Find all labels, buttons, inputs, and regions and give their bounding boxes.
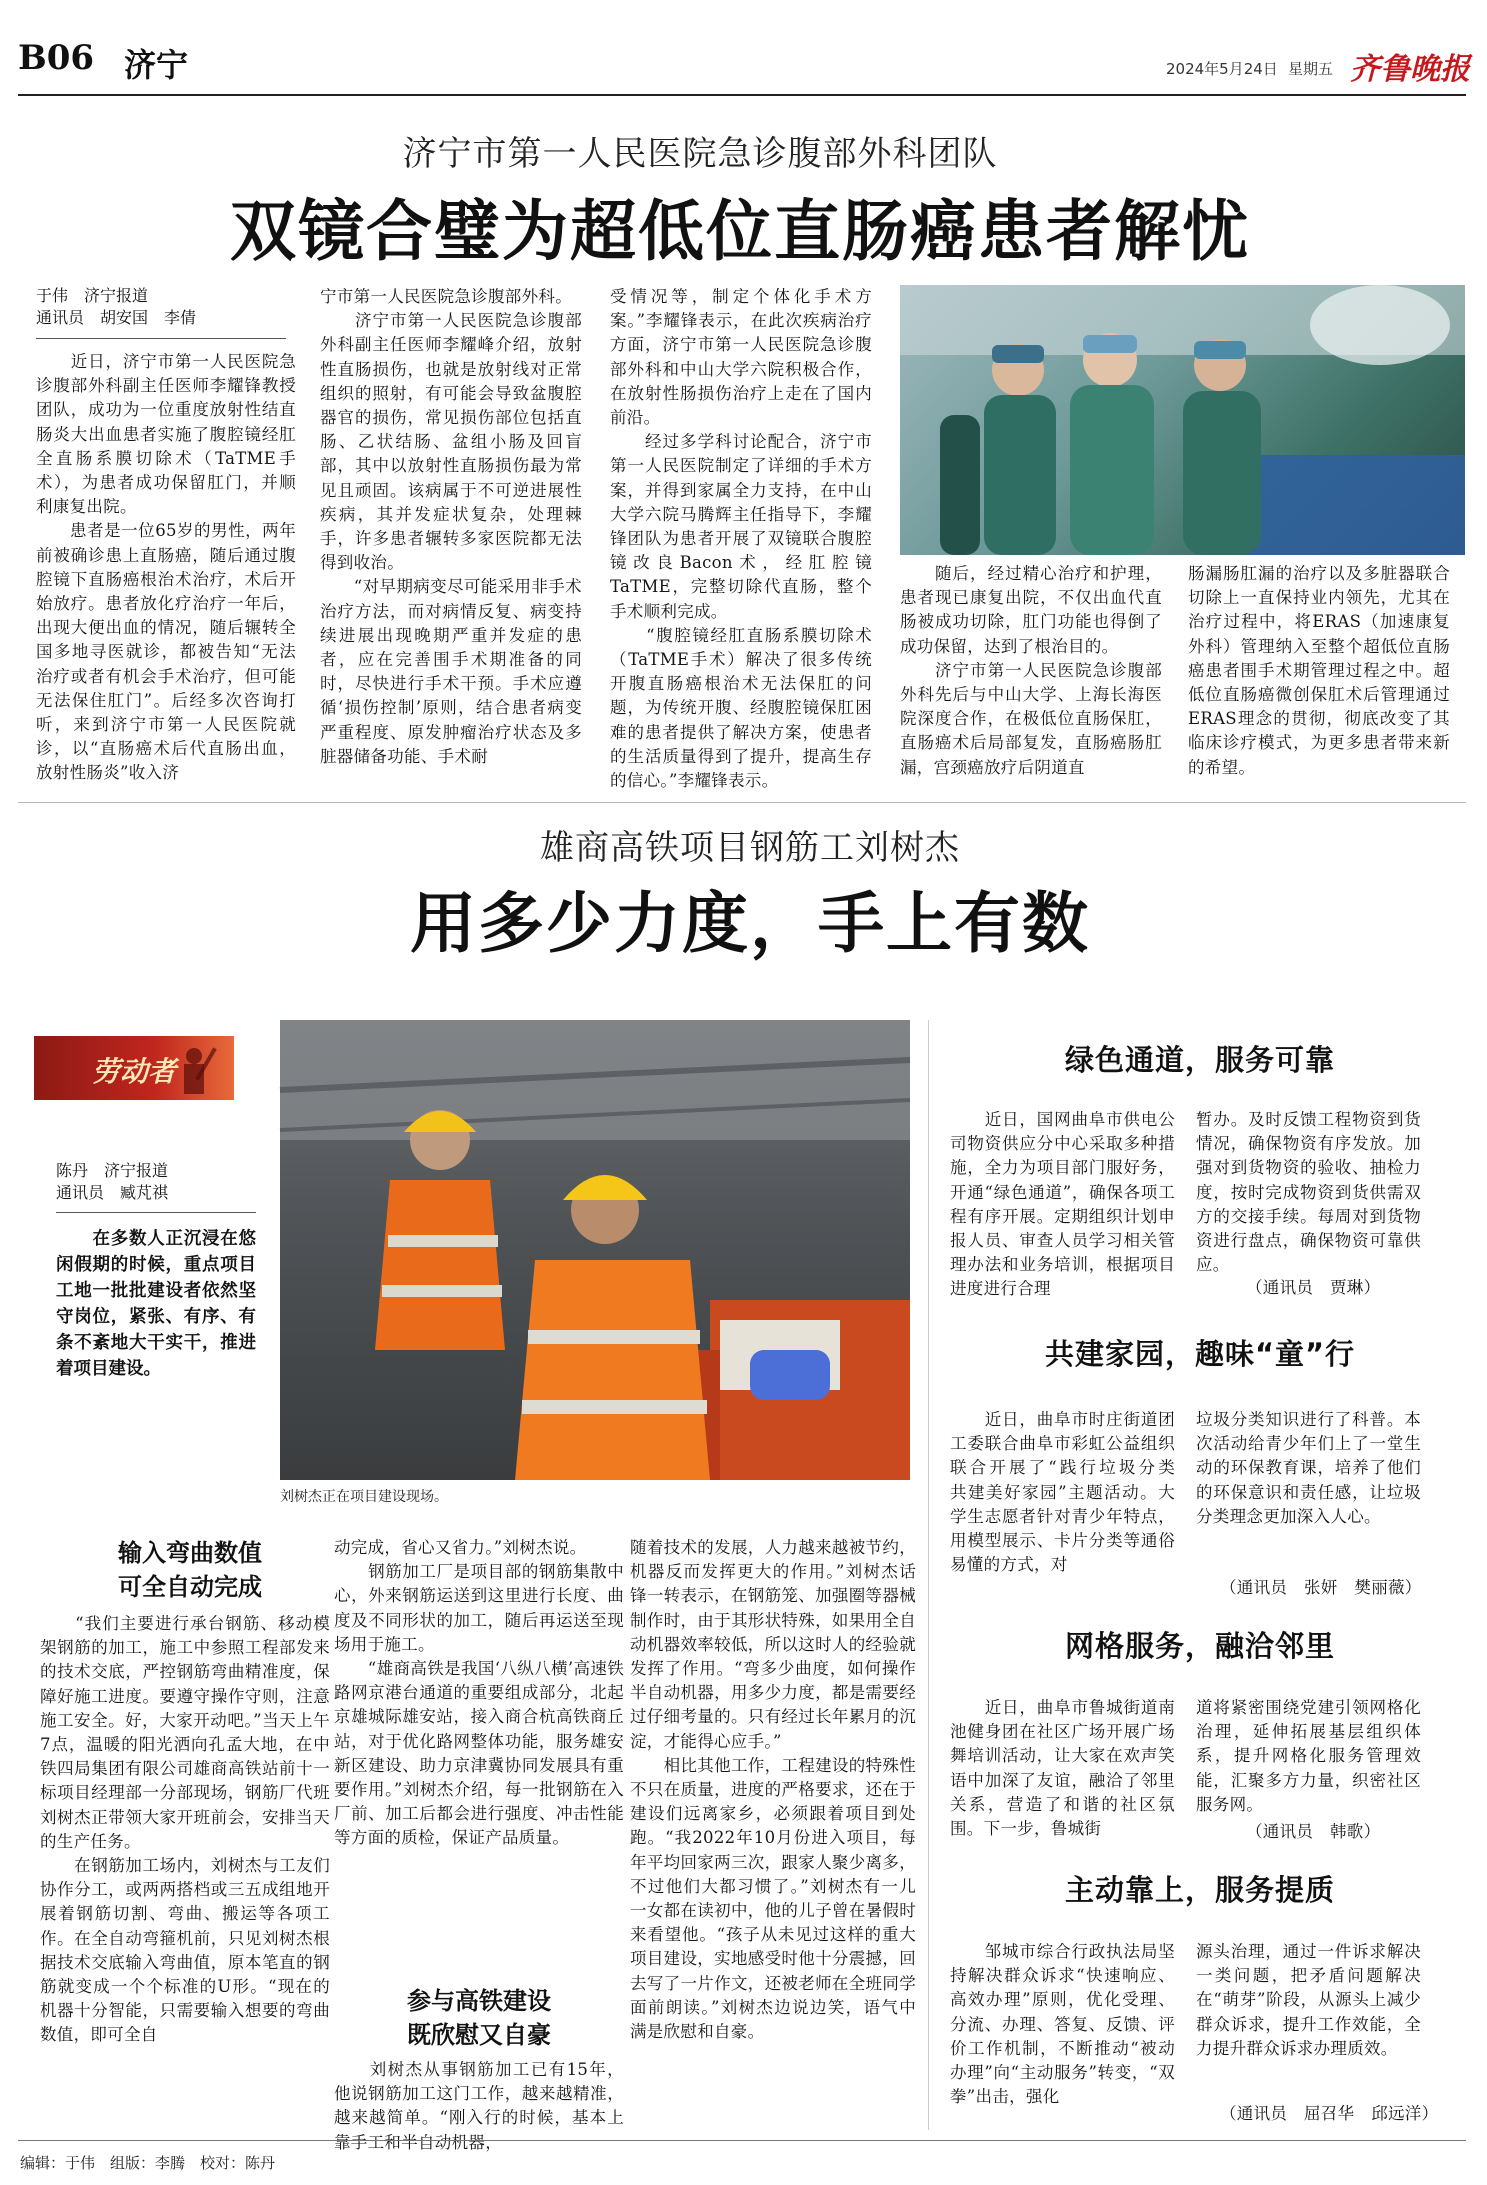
story1-kicker: 济宁市第一人民医院急诊腹部外科团队 [402,134,998,174]
story2-col2-top: 动完成，省心又省力。”刘树杰说。 钢筋加工厂是项目部的钢筋集散中心，外来钢筋运送到这里进行长度、曲度及不同形状的加工，随后再运送至现场用于施工。 “雄商高铁是我国‘八纵八横’高速铁路网京港台通道的重要组成部分，北起京雄城际雄安站，接入商合杭高铁商丘站，对于优化路网整体功能，服务雄安新区建设、助力京津冀协同发展具有重要作用。”刘树杰介绍，每一批钢筋在入厂前、加工后都会进行强度、冲击性能等方面的质检，保证产品质量。 [334,1538,624,1848]
brief-left: 邹城市综合行政执法局坚持解决群众诉求“快速响应、高效办理”原则，优化受理、分流、办理、答复、反馈、评价工作机制，不断推动“被动办理”向“主动服务”转变，“双拳”出击，强化 [950,1942,1175,2107]
story2-col1: “我们主要进行承台钢筋、移动模架钢筋的加工，施工中参照工程部发来的技术交底，严控钢筋弯曲精准度，保障好施工进度。要遵守操作守则，注意施工安全。好，大家开动吧。”当天上午7点，温暖的阳光洒向孔孟大地，在中铁四局集团有限公司雄商高铁站前十一标项目经理部一分部现场，钢筋厂代班刘树杰正带领大家开班前会，安排当天的生产任务。 在钢筋加工场内，刘树杰与工友们协作分工，或两两搭档或三五成组地开展着钢筋切割、弯曲、搬运等各项工作。在全自动弯箍机前，只见刘树杰根据技术交底输入弯曲值，原本笔直的钢筋就变成一个个标准的U形。“现在的机器十分智能，只需要输入想要的弯曲数值，即可全自 [40,1614,330,2045]
brief-right: 暂办。及时反馈工程物资到货情况，确保物资有序发放。加强对到货物资的验收、抽检力度，按时完成物资到货供需双方的交接手续。每周对到货物资进行盘点，确保物资可靠供应。 [1196,1110,1421,1275]
story1-col1: 近日，济宁市第一人民医院急诊腹部外科副主任医师李耀锋教授团队，成功为一位重度放射性结直肠炎大出血患者实施了腹腔镜经肛全直肠系膜切除术（TaTME手术），为患者成功保留肛门，并顺利康复出院。 患者是一位65岁的男性，两年前被确诊患上直肠癌，随后通过腹腔镜下直肠癌根治术治疗，术后开始放疗。患者放化疗治疗一年后，出现大便出血的情况，随后辗转全国多地寻医就诊，都被告知“无法治疗或者有机会手术治疗，但可能无法保住肛门”。后经多次咨询打听，来到济宁市第一人民医院就诊，以“直肠癌术后代直肠出血，放射性肠炎”收入济 [36,352,296,783]
story2-subhead-2: 参与高铁建设 既欣慰又自豪 [407,1987,551,2049]
newspaper-logo: 齐鲁晚报 [1350,52,1470,87]
story1-col3: 受情况等，制定个体化手术方案。”李耀锋表示，在此次疾病治疗方面，济宁市第一人民医院急诊腹部外科和中山大学六院积极合作，在放射性肠损伤治疗上走在了国内前沿。 经过多学科讨论配合，济宁市第一人民医院制定了详细的手术方案，并得到家属全力支持，在中山大学六院马腾辉主任指导下，李耀锋团队为患者开展了双镜联合腹腔镜改良Bacon术，经肛腔镜TaTME，完整切除代直肠，整个手术顺利完成。 “腹腔镜经肛直肠系膜切除术（TaTME手术）解决了很多传统开腹直肠癌根治术无法保肛的问题，为传统开腹、经腹腔镜保肛困难的患者提供了解决方案，使患者的生活质量得到了提升，提高生存的信心。”李耀锋表示。 [610,287,872,791]
brief-title: 网格服务，融洽邻里 [1064,1629,1335,1663]
brief-right: 道将紧密围绕党建引领网格化治理，延伸拓展基层组织体系，提升网格化服务管理效能，汇聚多方力量，织密社区服务网。 [1196,1698,1421,1814]
story1-headline: 双镜合璧为超低位直肠癌患者解忧 [230,192,1250,270]
brief-credit: （通讯员 韩歌） [1246,1822,1381,1841]
issue-weekday: 星期五 [1288,60,1334,78]
byline2-rule [56,1212,256,1213]
story-divider [18,802,1466,803]
footer-editor: 编辑：于伟 [20,2154,96,2172]
story2-lead: 在多数人正沉浸在悠闲假期的时候，重点项目工地一批批建设者依然坚守岗位，紧张、有序、有条不紊地大干实干，推进着项目建设。 [56,1229,256,1379]
footer-proof: 校对：陈丹 [200,2154,276,2172]
brief-left: 近日，曲阜市时庄街道团工委联合曲阜市彩虹公益组织联合开展了“践行垃圾分类 共建美好家园”主题活动。大学生志愿者针对青少年特点，用模型展示、卡片分类等通俗易懂的方式，对 [950,1410,1192,1575]
story2-col3: 随着技术的发展，人力越来越被节约，机器反而发挥更大的作用。”刘树杰话锋一转表示，在钢筋笼、加强圈等器械制作时，由于其形状特殊，如果用全自动机器效率较低，所以这时人的经验就发挥了作用。“弯多少曲度，如何操作半自动机器，用多少力度，都是需要经过仔细考量的。只有经过长年累月的沉淀，才能得心应手。” 相比其他工作，工程建设的特殊性不只在质量，进度的严格要求，还在于建设们远离家乡，必须跟着项目到处跑。“我2022年10月份进入项目，每年平均回家两三次，跟家人聚少离多，不过他们大都习惯了。”刘树杰有一儿一女都在读初中，他的儿子曾在暑假时来看望他。“孩子从未见过这样的重大项目建设，实地感受时他十分震撼，回去写了一片作文，还被老师在全班同学面前朗读。”刘树杰边说边笑，语气中满是欣慰和自豪。 [630,1538,916,2042]
story2-headline: 用多少力度，手上有数 [410,884,1090,962]
story2-byline: 陈丹 济宁报道 通讯员 臧芃祺 [56,1161,169,1202]
steel-workers-photo [280,1020,910,1480]
brief-credit: （通讯员 张妍 樊丽薇） [1220,1578,1422,1597]
brief-left: 近日，曲阜市鲁城街道南池健身团在社区广场开展广场舞培训活动，让大家在欢声笑语中加深了友谊，融洽了邻里关系，营造了和谐的社区氛围。下一步，鲁城街 [950,1698,1175,1839]
story2-col2-bottom: 刘树杰从事钢筋加工已有15年，他说钢筋加工这门工作，越来越精准，越来越简单。“刚入行的时候，基本上靠手工和半自动机器， [334,2060,624,2152]
brief-title: 共建家园，趣味“童”行 [1044,1337,1356,1371]
surgery-photo [900,285,1465,555]
story2-subhead-1: 输入弯曲数值 可全自动完成 [118,1539,262,1601]
header-rule [18,94,1466,96]
brief-credit: （通讯员 屈召华 邱远洋） [1220,2104,1439,2123]
brief-title: 绿色通道，服务可靠 [1064,1043,1335,1077]
brief-left: 近日，国网曲阜市供电公司物资供应分中心采取多种措施，全力为项目部门服好务，开通“绿色通道”，确保各项工程有序开展。定期组织计划申报人员、审查人员学习相关管理办法和业务培训，根据项目进度进行合理 [950,1110,1175,1299]
brief-right: 源头治理，通过一件诉求解决一类问题，把矛盾问题解决在“萌芽”阶段，从源头上减少群众诉求，提升工作效能，全力提升群众诉求办理质效。 [1196,1942,1421,2058]
issue-date: 2024年5月24日 [1166,60,1278,78]
story1-byline: 于伟 济宁报道 通讯员 胡安国 李倩 [36,286,197,327]
page-number: B06 [18,38,95,78]
brief-title: 主动靠上，服务提质 [1064,1873,1335,1907]
laborer-badge [34,1036,234,1100]
laborer-badge-label: 劳动者 [92,1055,177,1088]
story2-kicker: 雄商高铁项目钢筋工刘树杰 [540,828,960,868]
footer-layout: 组版：李腾 [110,2154,186,2172]
footer-rule [18,2140,1466,2141]
byline-rule [36,338,286,339]
story1-col5: 肠漏肠肛漏的治疗以及多脏器联合切除上一直保持业内领先，尤其在治疗过程中，将ERAS（加速康复外科）管理纳入至整个超低位直肠癌患者围手术期管理过程之中。超低位直肠癌微创保肛术后管理通过ERAS理念的贯彻，彻底改变了其临床诊疗模式，为更多患者带来新的希望。 [1188,564,1450,777]
story1-col2: 宁市第一人民医院急诊腹部外科。 济宁市第一人民医院急诊腹部外科副主任医师李耀峰介绍，放射性直肠损伤，也就是放射线对正常组织的照射，有可能会导致盆腹腔器官的损伤，常见损伤部位包括直肠、乙状结肠、盆组小肠及回盲部，其中以放射性直肠损伤最为常见且顽固。该病属于不可逆进展性疾病，其并发症状复杂，处理棘手，许多患者辗转多家医院都无法得到收治。 “对早期病变尽可能采用非手术治疗方法，而对病情反复、病变持续进展出现晚期严重并发症的患者，应在完善围手术期准备的同时，尽快进行手术干预。手术应遵循‘损伤控制’原则，结合患者病变严重程度、原发肿瘤治疗状态及多脏器储备功能、手术耐 [320,287,582,766]
story1-col4: 随后，经过精心治疗和护理，患者现已康复出院，不仅出血代直肠被成功切除，肛门功能也得倒了成功保留，达到了根治目的。 济宁市第一人民医院急诊腹部外科先后与中山大学、上海长海医院深度合作，在极低位直肠保肛，直肠癌术后局部复发，直肠癌肠肛漏，宫颈癌放疗后阴道直 [900,564,1162,777]
section-name: 济宁 [124,46,189,84]
brief-credit: （通讯员 贾琳） [1246,1278,1381,1297]
photo-caption: 刘树杰正在项目建设现场。 [280,1489,448,1505]
briefs-divider [928,1020,929,2130]
brief-right: 垃圾分类知识进行了科普。本次活动给青少年们上了一堂生动的环保教育课，培养了他们的环保意识和责任感，让垃圾分类理念更加深入人心。 [1196,1410,1421,1526]
